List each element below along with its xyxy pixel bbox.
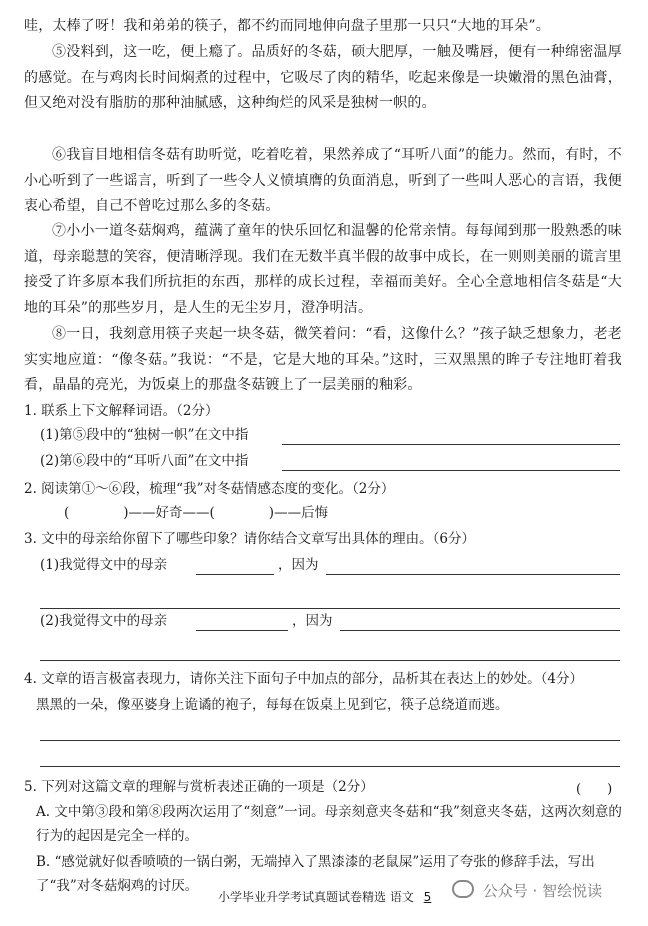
q1-b: (2)第⑥段中的“耳听八面”在文中指	[40, 453, 249, 469]
q3-b2: ，因为	[292, 613, 333, 629]
passage-paragraph-4-end: 哇，太棒了呀！我和弟弟的筷子，都不约而同地伸向盘子里那一只只“大地的耳朵”。	[24, 18, 550, 34]
q4-sentence: 黑黑的一朵，像巫婆身上诡谲的袍子，每每在饭桌上见到它，筷子总绕道而逃。	[36, 697, 509, 713]
q4-answer-line-1[interactable]	[40, 740, 620, 741]
q5-option-b[interactable]: B. “感觉就好似香喷喷的一锅白粥，无端掉入了黑漆漆的老鼠屎”运用了夸张的修辞手法，写出了“我”对冬菇焖鸡的讨厌。	[36, 854, 595, 894]
wechat-icon	[452, 880, 474, 898]
q1-stem: 1. 联系上下文解释词语。（2分）	[24, 403, 219, 419]
watermark	[452, 880, 602, 901]
passage-paragraph-7: ⑦小小一道冬菇焖鸡，蕴满了童年的快乐回忆和温馨的伦常亲情。每每闻到那一股熟悉的味道，母亲聪慧的笑容，便清晰浮现。我们在无数半真半假的故事中成长，在一则则美丽的谎言里接受了许多原本我们所抗拒的东西，那样的成长过程，幸福而美好。全心全意地相信冬菇是“大地的耳朵”的那些岁月，是人生的无尘岁月，澄净明洁。	[24, 223, 622, 316]
q2-stem: 2. 阅读第①～⑥段，梳理“我”对冬菇情感态度的变化。（2分）	[24, 481, 395, 497]
passage-paragraph-8: ⑧一日，我刻意用筷子夹起一块冬菇，微笑着问：“看，这像什么？”孩子缺乏想象力，老老实实地应道：“像冬菇。”我说：“不是，它是大地的耳朵。”这时，三双黑黑的眸子专注地盯着我看，晶晶的亮光，为饭桌上的那盘冬菇镀上了一层美丽的釉彩。	[24, 326, 622, 393]
q3-reason-1-line-2[interactable]	[40, 608, 620, 609]
q3-a1: (1)我觉得文中的母亲	[40, 557, 168, 573]
q3-a2: (2)我觉得文中的母亲	[40, 613, 168, 629]
q3-impression-2-line[interactable]	[196, 630, 288, 631]
passage-paragraph-5: ⑤没料到，这一吃，便上瘾了。品质好的冬菇，硕大肥厚，一触及嘴唇，便有一种绵密温厚的感觉。在与鸡肉长时间焖煮的过程中，它吸尽了肉的精华，吃起来像是一块嫩滑的黑色油膏，但又绝对没有脂肪的那种油腻感，这种绚烂的风采是独树一帜的。	[24, 44, 622, 111]
q3-reason-2-line-2[interactable]	[40, 660, 620, 661]
q2-flow[interactable]: ( )——好奇——( )——后悔	[64, 505, 329, 521]
q5-option-a[interactable]: A. 文中第③段和第⑧段两次运用了“刻意”一词。母亲刻意夹冬菇和“我”刻意夹冬菇，这两次刻意的行为的起因是完全一样的。	[36, 804, 622, 844]
q1-a-answer-line[interactable]	[282, 444, 620, 445]
q3-impression-1-line[interactable]	[196, 574, 274, 575]
watermark-text: 公众号 · 智绘悦读	[482, 882, 603, 900]
q3-stem: 3. 文中的母亲给你留下了哪些印象？请你结合文章写出具体的理由。（6分）	[24, 531, 476, 547]
q1-a: (1)第⑤段中的“独树一帜”在文中指	[40, 427, 249, 443]
q5-stem: 5. 下列对这篇文章的理解与赏析表述正确的一项是（2分）	[24, 779, 374, 795]
q4-stem: 4. 文章的语言极富表现力，请你关注下面句子中加点的部分，品析其在表达上的妙处。（4分）	[24, 671, 584, 687]
q3-b1: ，因为	[278, 557, 319, 573]
q5-answer-bracket[interactable]: ( )	[576, 782, 613, 797]
q4-answer-line-2[interactable]	[40, 766, 620, 767]
footer	[218, 888, 431, 905]
passage-paragraph-6: ⑥我盲目地相信冬菇有助听觉，吃着吃着，果然养成了“耳听八面”的能力。然而，有时，不小心听到了一些谣言，听到了一些令人义愤填膺的负面消息，听到了一些叫人恶心的言语，我便衷心希望，自己不曾吃过那么多的冬菇。	[24, 147, 622, 214]
q3-reason-2-line[interactable]	[340, 630, 620, 631]
q3-reason-1-line[interactable]	[326, 574, 620, 575]
footer-title: 小学毕业升学考试真题试卷精选 语文	[218, 890, 414, 904]
page-number: 5	[423, 890, 432, 904]
q1-b-answer-line[interactable]	[282, 470, 620, 471]
